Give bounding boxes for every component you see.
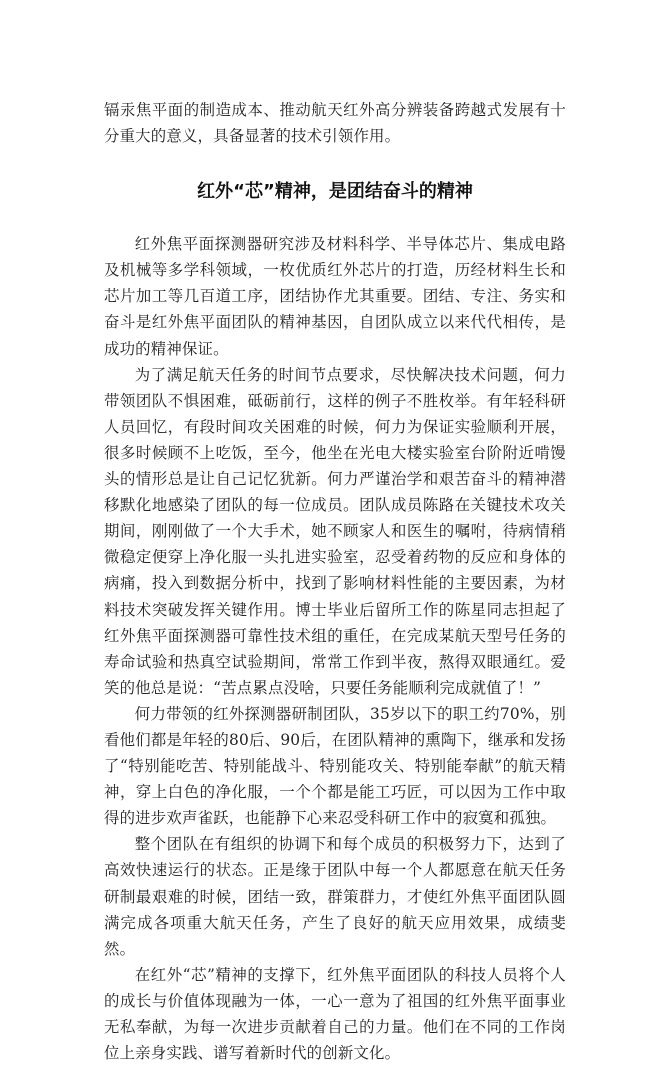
intro-paragraph: 镉汞焦平面的制造成本、推动航天红外高分辨装备跨越式发展有十分重大的意义，具备显著的技术引领作用。 [104, 101, 566, 146]
body-paragraph-5: 在红外“芯”精神的支撑下，红外焦平面团队的科技人员将个人的成长与价值体现融为一体，一心一意为了祖国的红外焦平面事业无私奉献，为每一次进步贡献着自己的力量。他们在不同的工作岗位上亲身实践、谱写着新时代的创新文化。 [104, 965, 566, 1063]
body-paragraph-4: 整个团队在有组织的协调下和每个成员的积极努力下，达到了高效快速运行的状态。正是缘于团队中每一个人都愿意在航天任务研制最艰难的时候，团结一致，群策群力，才使红外焦平面团队圆满完成各项重大航天任务，产生了良好的航天应用效果，成绩斐然。 [104, 835, 566, 958]
body-paragraph-3: 何力带领的红外探测器研制团队，35岁以下的职工约70%，别看他们都是年轻的80后、90后，在团队精神的熏陶下，继承和发扬了“特别能吃苦、特别能战斗、特别能攻关、特别能奉献”的航天精神，穿上白色的净化服，一个个都是能工巧匠，可以因为工作中取得的进步欢声雀跃，也能静下心来忍受科研工作中的寂寞和孤独。 [104, 704, 566, 828]
body-paragraph-1: 红外焦平面探测器研究涉及材料科学、半导体芯片、集成电路及机械等多学科领域，一枚优质红外芯片的打造，历经材料生长和芯片加工等几百道工序，团结协作尤其重要。团结、专注、务实和奋斗是红外焦平面团队的精神基因，自团队成立以来代代相传，是成功的精神保证。 [104, 235, 566, 358]
section-heading: 红外“芯”精神，是团结奋斗的精神 [197, 181, 473, 203]
document-page [104, 97, 566, 1066]
body-paragraph-2: 为了满足航天任务的时间节点要求，尽快解决技术问题，何力带领团队不惧困难，砥砺前行，这样的例子不胜枚举。有年轻科研人员回忆，有段时间攻关困难的时候，何力为保证实验顺利开展，很多时候顾不上吃饭，至今，他坐在光电大楼实验室台阶附近啃馒头的情形总是让自己记忆犹新。何力严谨治学和艰苦奋斗的精神潜移默化地感染了团队的每一位成员。团队成员陈路在关键技术攻关期间，刚刚做了一个大手术，她不顾家人和医生的嘱咐，待病情稍微稳定便穿上净化服一头扎进实验室，忍受着药物的反应和身体的病痛，投入到数据分析中，找到了影响材料性能的主要因素，为材料技术突破发挥关键作用。博士毕业后留所工作的陈星同志担起了红外焦平面探测器可靠性技术组的重任，在完成某航天型号任务的寿命试验和热真空试验期间，常常工作到半夜，熬得双眼通红。爱笑的他总是说：“苦点累点没啥，只要任务能顺利完成就值了！” [104, 365, 566, 697]
